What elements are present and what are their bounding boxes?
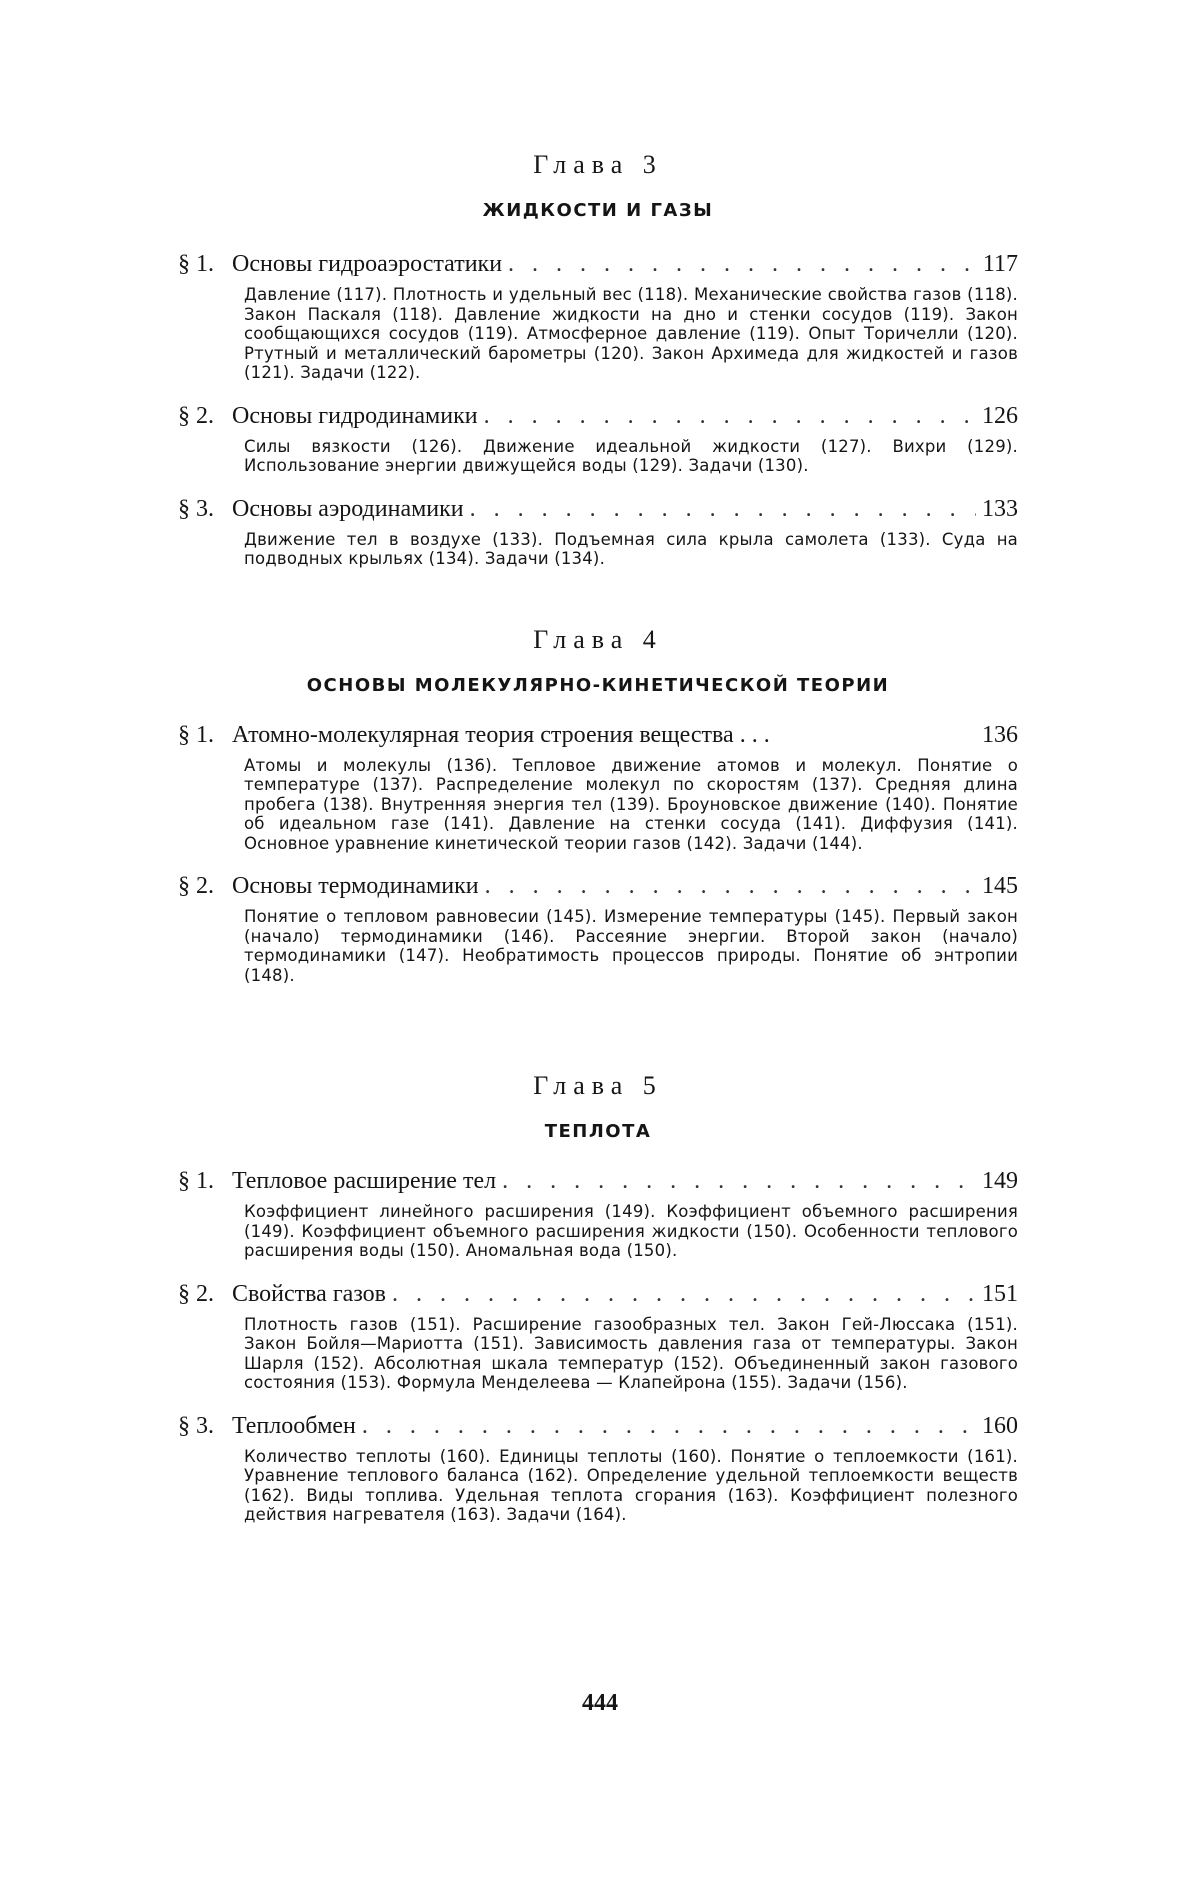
section-description: Атомы и молекулы (136). Тепловое движение атомов и молекул. Понятие о температуре (137). Распределение молекул по скоростям (137). Средняя длина пробега (138). Внутренняя энергия тел (139). Броуновское движение (140). Понятие об идеальном газе (141). Давление на стенки сосуда (141). Диффузия (141). Основное уравнение кинетической теории газов (142). Задачи (144). (244, 755, 1018, 853)
section-page[interactable]: 117 (982, 251, 1018, 277)
page-number: 444 (582, 1690, 618, 1716)
chapter-subtitle: ЖИДКОСТИ И ГАЗЫ (482, 200, 714, 221)
section-mark: § 2. (178, 402, 214, 429)
toc-entry[interactable] (178, 401, 1018, 476)
toc-entry[interactable] (178, 249, 1018, 383)
leader-dots (362, 1411, 976, 1441)
section-page[interactable]: 149 (982, 1168, 1018, 1194)
leader-dots (484, 401, 976, 431)
toc-entry[interactable] (178, 871, 1018, 985)
section-description: Силы вязкости (126). Движение идеальной жидкости (127). Вихри (129). Использование энергии движущейся воды (129). Задачи (130). (244, 436, 1018, 475)
section-description: Давление (117). Плотность и удельный вес (118). Механические свойства газов (118). Закон Паскаля (118). Давление жидкости на дно и стенки сосудов (119). Закон сообщающихся сосудов (119). Атмосферное давление (119). Опыт Торичелли (120). Ртутный и металлический барометры (120). Закон Архимеда для жидкостей и газов (121). Задачи (122). (244, 285, 1018, 382)
section-description: Плотность газов (151). Расширение газообразных тел. Закон Гей-Люссака (151). Закон Бойля—Мариотта (151). Зависимость давления газа от температуры. Закон Шарля (152). Абсолютная шкала температур (152). Объединенный закон газового состояния (153). Формула Менделеева — Клапейрона (155). Задачи (156). (244, 1314, 1018, 1392)
leader-dots (508, 249, 977, 279)
section-page[interactable]: 151 (982, 1280, 1018, 1307)
section-page[interactable]: 136 (982, 721, 1018, 748)
toc-entry[interactable] (178, 1166, 1018, 1261)
chapter-subtitle: ОСНОВЫ МОЛЕКУЛЯРНО-КИНЕТИЧЕСКОЙ ТЕОРИИ (306, 674, 890, 696)
section-title[interactable]: Атомно-молекулярная теория строения вещества . . . (232, 721, 770, 748)
section-mark: § 1. (178, 1168, 214, 1194)
chapter-4 (178, 625, 1018, 696)
section-title[interactable]: Основы гидродинамики (232, 402, 478, 429)
section-title[interactable]: Свойства газов (232, 1280, 386, 1307)
section-title[interactable]: Основы гидроаэростатики (232, 251, 503, 277)
leader-dots (392, 1279, 976, 1309)
leader-dots (470, 494, 976, 524)
toc-entry[interactable] (178, 1411, 1018, 1525)
toc-entry[interactable] (178, 494, 1018, 569)
section-page[interactable]: 126 (982, 402, 1018, 429)
section-mark: § 2. (178, 1280, 214, 1307)
chapter-subtitle: ТЕПЛОТА (544, 1121, 652, 1142)
toc-entry[interactable] (178, 1279, 1018, 1393)
section-mark: § 3. (178, 1412, 214, 1439)
section-title[interactable]: Теплообмен (232, 1412, 356, 1439)
section-title[interactable]: Основы термодинамики (232, 873, 479, 899)
chapter-5 (178, 1071, 1018, 1142)
leader-dots (502, 1166, 976, 1196)
leader-dots (485, 871, 976, 901)
chapter-title: Глава 4 (533, 624, 663, 654)
section-mark: § 2. (178, 873, 214, 899)
section-description: Коэффициент линейного расширения (149). Коэффициент объемного расширения (149). Коэффициент объемного расширения жидкости (150). Особенности теплового расширения воды (150). Аномальная вода (150). (244, 1202, 1018, 1260)
chapter-title: Глава 3 (533, 150, 663, 179)
section-page[interactable]: 133 (982, 495, 1018, 522)
toc-entry[interactable] (178, 720, 1018, 854)
section-title[interactable]: Основы аэродинамики (232, 495, 464, 522)
toc-page (178, 150, 1018, 1525)
section-page[interactable]: 160 (982, 1412, 1018, 1439)
section-description: Количество теплоты (160). Единицы теплоты (160). Понятие о теплоемкости (161). Уравнение теплового баланса (162). Определение удельной теплоемкости веществ (162). Виды топлива. Удельная теплота сгорания (163). Коэффициент полезного действия нагревателя (163). Задачи (164). (244, 1446, 1018, 1524)
section-mark: § 3. (178, 495, 214, 522)
section-mark: § 1. (178, 721, 214, 748)
section-description: Понятие о тепловом равновесии (145). Измерение температуры (145). Первый закон (начало) термодинамики (146). Рассеяние энергии. Второй закон (начало) термодинамики (147). Необратимость процессов природы. Понятие об энтропии (148). (244, 907, 1018, 985)
section-page[interactable]: 145 (982, 873, 1018, 899)
section-title[interactable]: Тепловое расширение тел (232, 1168, 497, 1194)
section-description: Движение тел в воздухе (133). Подъемная сила крыла самолета (133). Суда на подводных крыльях (134). Задачи (134). (244, 529, 1018, 568)
section-mark: § 1. (178, 251, 214, 277)
chapter-title: Глава 5 (533, 1071, 663, 1100)
chapter-3 (178, 150, 1018, 221)
